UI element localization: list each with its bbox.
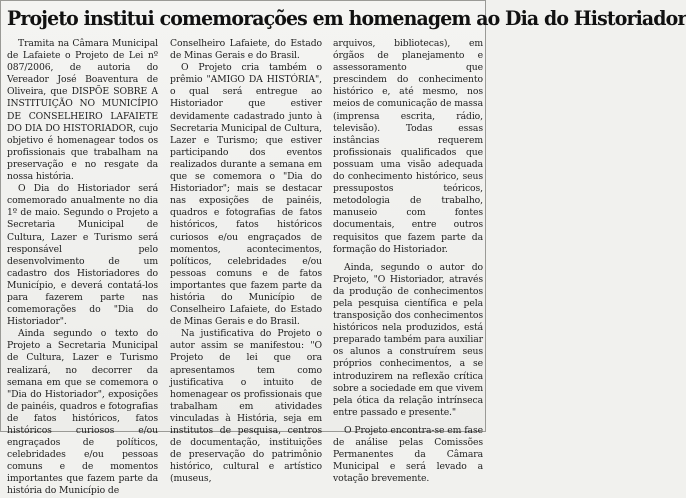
- paragraph: Ainda segundo o texto do Projeto a Secretaria Municipal de Cultura, Lazer e Turismo realizará, no decorrer da semana em que se comemora o "Dia do Historiador", exposições de painéis, quadros e fotografias de fatos históricos, fatos históricos curiosos e/ou engraçados de políticos, celebridades e/ou pessoas comuns e de momentos importantes que fazem parte da história do Município de: [7, 328, 158, 497]
- article-headline: Projeto institui comemorações em homenagem ao Dia do Historiador: [7, 7, 686, 30]
- paragraph: Ainda, segundo o autor do Projeto, "O Historiador, através da produção de conhecimentos pela pesquisa científica e pela transposição dos conhecimentos históricos nela produzidos, está preparado também para auxiliar os alunos a construírem seus próprios conhecimentos, a se introduzirem na reflexão crítica sobre a sociedade em que vivem pela ótica da relação intrínseca entre passado e presente.": [333, 261, 483, 418]
- article-column-2: [170, 38, 322, 485]
- paragraph: O Dia do Historiador será comemorado anualmente no dia 1º de maio. Segundo o Projeto a Secretaria Municipal de Cultura, Lazer e Turismo será responsável pelo desenvolvimento de um cadastro dos Historiadores do Município, e deverá contatá-los para fazerem parte nas comemorações do "Dia do Historiador".: [7, 183, 158, 328]
- article-body: [7, 38, 483, 497]
- paragraph: arquivos, bibliotecas), em órgãos de planejamento e assessoramento que prescindem do conhecimento histórico e, até mesmo, nos meios de comunicação de massa (imprensa escrita, rádio, televisão). Todas essas instâncias requerem profissionais qualificados que possuam uma visão adequada do conhecimento histórico, seus pressupostos teóricos, metodologia de trabalho, manuseio com fontes documentais, entre outros requisitos que fazem parte da formação do Historiador.: [333, 38, 483, 255]
- paragraph: Conselheiro Lafaiete, do Estado de Minas Gerais e do Brasil.: [170, 38, 322, 62]
- paragraph: Tramita na Câmara Municipal de Lafaiete o Projeto de Lei nº 087/2006, de autoria do Vereador José Boaventura de Oliveira, que DISPÕE SOBRE A INSTITUIÇÃO NO MUNICÍPIO DE CONSELHEIRO LAFAIETE DO DIA DO HISTORIADOR, cujo objetivo é homenagear todos os profissionais que trabalham na preservação e no resgate da nossa história.: [7, 38, 158, 183]
- paragraph: Na justificativa do Projeto o autor assim se manifestou: "O Projeto de lei que ora apresentamos tem como justificativa o intuito de homenagear os profissionais que trabalham em atividades vinculadas à História, seja em institutos de pesquisa, centros de documentação, instituições de preservação do patrimônio histórico, cultural e artístico (museus,: [170, 328, 322, 485]
- paragraph: O Projeto encontra-se em fase de análise pelas Comissões Permanentes da Câmara Municipal e será levado a votação brevemente.: [333, 424, 483, 485]
- article-column-1: [7, 38, 158, 497]
- article-column-3: [333, 38, 483, 485]
- paragraph: O Projeto cria também o prêmio "AMIGO DA HISTÓRIA", o qual será entregue ao Historiador que estiver devidamente cadastrado junto à Secretaria Municipal de Cultura, Lazer e Turismo; que estiver participando dos eventos realizados durante a semana em que se comemora o "Dia do Historiador"; mais se destacar nas exposições de painéis, quadros e fotografias de fatos históricos, fatos históricos curiosos e/ou engraçados de momentos, acontecimentos, políticos, celebridades e/ou pessoas comuns e de fatos importantes que fazem parte da história do Município de Conselheiro Lafaiete, do Estado de Minas Gerais e do Brasil.: [170, 62, 322, 328]
